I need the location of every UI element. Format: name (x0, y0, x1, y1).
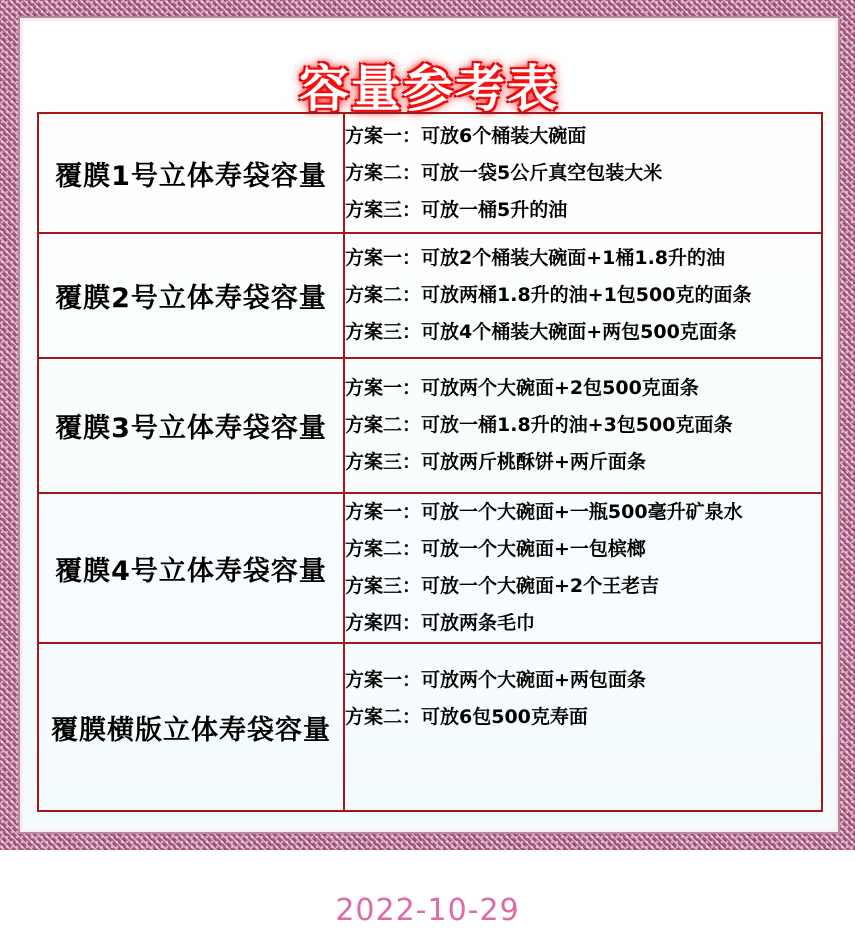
plan-item: 方案一：可放一个大碗面+一瓶500毫升矿泉水 (345, 501, 743, 524)
capacity-table (37, 112, 823, 812)
table-row (38, 493, 822, 643)
content-panel (20, 18, 838, 832)
table-row (38, 113, 822, 233)
bag-name: 覆膜4号立体寿袋容量 (38, 493, 344, 643)
plan-item: 方案三：可放一桶5升的油 (345, 198, 568, 221)
table-row (38, 233, 822, 357)
plan-list (344, 643, 822, 811)
bag-name: 覆膜3号立体寿袋容量 (38, 358, 344, 493)
plan-item: 方案二：可放6包500克寿面 (345, 706, 588, 729)
reference-sheet (23, 21, 835, 829)
plan-item: 方案二：可放一桶1.8升的油+3包500克面条 (345, 413, 733, 436)
plan-item: 方案一：可放两个大碗面+两包面条 (345, 669, 646, 692)
plan-list (344, 493, 822, 643)
bag-name: 覆膜2号立体寿袋容量 (38, 233, 344, 357)
bag-name: 覆膜1号立体寿袋容量 (38, 113, 344, 233)
plan-item: 方案一：可放6个桶装大碗面 (345, 124, 587, 147)
plan-item: 方案二：可放一个大碗面+一包槟榔 (345, 538, 646, 561)
plan-item: 方案三：可放一个大碗面+2个王老吉 (345, 575, 660, 598)
table-row (38, 643, 822, 811)
plan-item: 方案一：可放两个大碗面+2包500克面条 (345, 376, 699, 399)
plan-list (344, 113, 822, 233)
plan-item: 方案二：可放两桶1.8升的油+1包500克的面条 (345, 284, 752, 307)
plan-list (344, 233, 822, 357)
table-row (38, 358, 822, 493)
page-title: 容量参考表 (299, 60, 559, 118)
date-stamp: 2022-10-29 (335, 893, 520, 928)
plan-item: 方案三：可放两斤桃酥饼+两斤面条 (345, 450, 646, 473)
plan-list (344, 358, 822, 493)
plan-item: 方案一：可放2个桶装大碗面+1桶1.8升的油 (345, 247, 726, 270)
plan-item: 方案三：可放4个桶装大碗面+两包500克面条 (345, 321, 737, 344)
bag-name: 覆膜横版立体寿袋容量 (38, 643, 344, 811)
plan-item: 方案四：可放两条毛巾 (345, 612, 536, 635)
plan-item: 方案二：可放一袋5公斤真空包装大米 (345, 161, 663, 184)
